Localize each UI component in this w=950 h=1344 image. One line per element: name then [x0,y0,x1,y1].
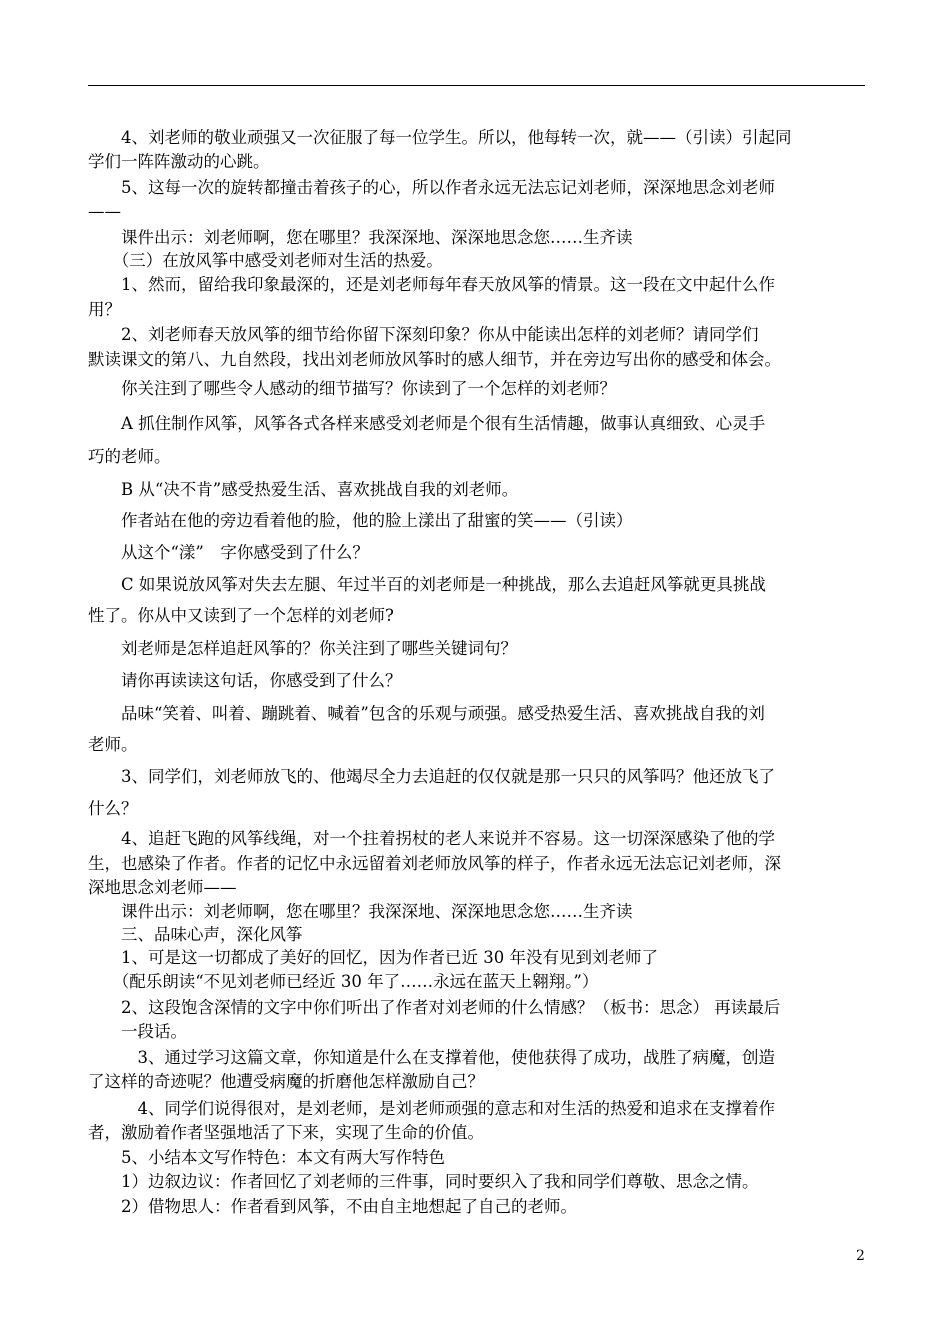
text-line: 三、品味心声，深化风筝 [88,925,303,944]
text-line: 作者站在他的旁边看着他的脸，他的脸上漾出了甜蜜的笑——（引读） [88,511,633,530]
text-line: 生，也感染了作者。作者的记忆中永远留着刘老师放风筝的样子，作者永远无法忘记刘老师，深 [88,854,781,873]
text-line: 5、这每一次的旋转都撞击着孩子的心，所以作者永远无法忘记刘老师，深深地思念刘老师 [88,178,775,197]
text-line: 2、这段饱含深情的文字中你们听出了作者对刘老师的什么情感？（板书：思念） 再读最后 [88,998,781,1017]
text-line: 1）边叙边议：作者回忆了刘老师的三件事，同时要织入了我和同学们尊敬、思念之情。 [88,1172,759,1191]
text-line: 者，激励着作者坚强地活了下来，实现了生命的价值。 [88,1123,484,1142]
text-line: 品味“笑着、叫着、蹦跳着、喊着”包含的乐观与顽强。感受热爱生活、喜欢挑战自我的刘 [88,704,765,723]
text-line: 课件出示：刘老师啊，您在哪里？我深深地、深深地思念您……生齐读 [88,228,633,247]
text-line: 从这个“漾” 字你感受到了什么？ [88,543,369,562]
text-line: 1、然而，留给我印象最深的，还是刘老师每年春天放风筝的情景。这一段在文中起什么作 [88,275,775,294]
text-line: —— [88,202,121,221]
text-line: B 从“决不肯”感受热爱生活、喜欢挑战自我的刘老师。 [88,480,519,499]
text-line: A 抓住制作风筝，风筝各式各样来感受刘老师是个很有生活情趣，做事认真细致、心灵手 [88,414,766,433]
text-line: C 如果说放风筝对失去左腿、年过半百的刘老师是一种挑战，那么去追赶风筝就更具挑战 [88,575,766,594]
text-line: 4、追赶飞跑的风筝线绳，对一个拄着拐杖的老人来说并不容易。这一切深深感染了他的学 [88,829,775,848]
text-line: 巧的老师。 [88,447,171,466]
text-line: 深地思念刘老师—— [88,878,237,897]
text-line: 学们一阵阵激动的心跳。 [88,152,270,171]
text-line: 课件出示：刘老师啊，您在哪里？我深深地、深深地思念您……生齐读 [88,902,633,921]
text-line: 性了。你从中又读到了一个怎样的刘老师? [88,606,394,625]
text-line: 老师。 [88,735,138,754]
text-line: 3、通过学习这篇文章，你知道是什么在支撑着他，使他获得了成功，战胜了病魔，创造 [88,1048,775,1067]
text-line: 刘老师是怎样追赶风筝的？你关注到了哪些关键词句？ [88,639,517,658]
text-line: （配乐朗读“不见刘老师已经近 30 年了……永远在蓝天上翱翔。”） [88,972,599,991]
text-line: 4、刘老师的敬业顽强又一次征服了每一位学生。所以，他每转一次，就——（引读）引起同 [88,128,792,147]
text-line: 一段话。 [88,1022,187,1041]
text-line: 什么？ [88,799,138,818]
text-line: 用？ [88,300,121,319]
text-line: 5、小结本文写作特色：本文有两大写作特色 [88,1148,445,1167]
text-line: 请你再读读这句话，你感受到了什么？ [88,671,402,690]
text-line: 1、可是这一切都成了美好的回忆，因为作者已近 30 年没有见到刘老师了 [88,948,658,967]
text-line: 了这样的奇迹呢？他遭受病魔的折磨他怎样激励自己？ [88,1072,484,1091]
text-line: 你关注到了哪些令人感动的细节描写？你读到了一个怎样的刘老师？ [88,379,616,398]
text-line: 4、同学们说得很对，是刘老师，是刘老师顽强的意志和对生活的热爱和追求在支撑着作 [88,1099,775,1118]
text-line: 2、刘老师春天放风筝的细节给你留下深刻印象？你从中能读出怎样的刘老师？请同学们 [88,325,759,344]
header-rule [88,85,865,86]
page-number: 2 [856,1248,865,1264]
text-line: 3、同学们，刘老师放飞的、他竭尽全力去追赶的仅仅就是那一只只的风筝吗？他还放飞了 [88,767,775,786]
text-line: 默读课文的第八、九自然段，找出刘老师放风筝时的感人细节，并在旁边写出你的感受和体会。 [88,350,781,369]
text-line: 2）借物思人：作者看到风筝，不由自主地想起了自己的老师。 [88,1197,577,1216]
text-line: （三）在放风筝中感受刘老师对生活的热爱。 [88,251,443,270]
